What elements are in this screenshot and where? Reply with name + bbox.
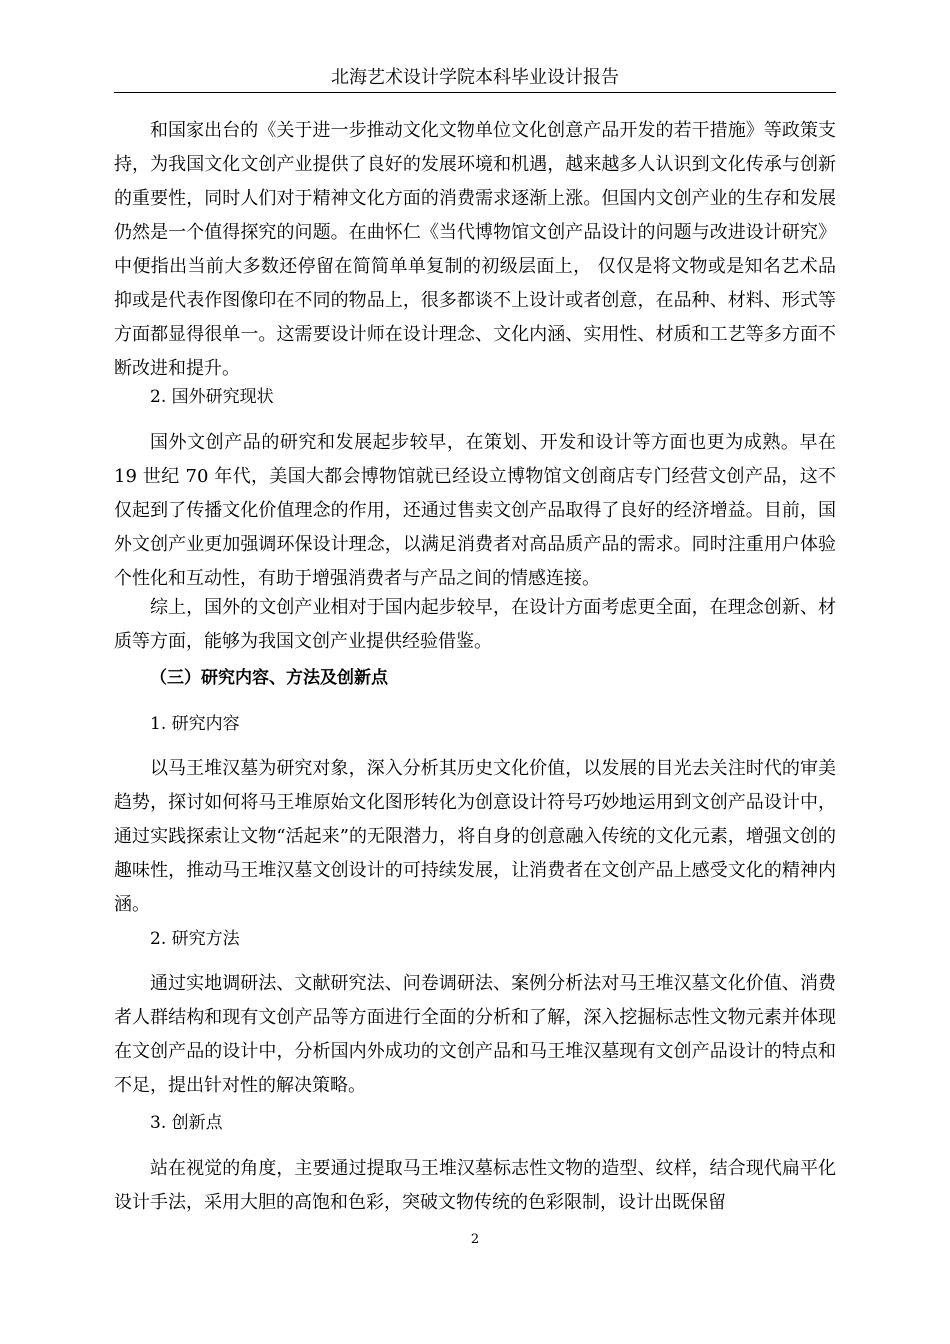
- paragraph-foreign-status: 国外文创产品的研究和发展起步较早，在策划、开发和设计等方面也更为成熟。早在 19 世纪 70 年代，美国大都会博物馆就已经设立博物馆文创商店专门经营文创产品，这不仅起到了传播文化价值理念的作用，还通过售卖文创产品取得了良好的经济增益。目前，国外文创产业更加强调环保设计理念，以满足消费者对高品质产品的需求。同时注重用户体验个性化和互动性，有助于增强消费者与产品之间的情感连接。: [114, 432, 836, 589]
- heading-research-method: 2. 研究方法: [150, 929, 240, 949]
- page-number: 2: [470, 1232, 480, 1247]
- paragraph-innovation: 站在视觉的角度，主要通过提取马王堆汉墓标志性文物的造型、纹样，结合现代扁平化设计手法，采用大胆的高饱和色彩，突破文物传统的色彩限制，设计出既保留: [114, 1158, 836, 1213]
- paragraph-summary: 综上，国外的文创产业相对于国内起步较早，在设计方面考虑更全面，在理念创新、材质等方面，能够为我国文创产业提供经验借鉴。: [114, 597, 836, 652]
- paragraph-research-method: 通过实地调研法、文献研究法、问卷调研法、案例分析法对马王堆汉墓文化价值、消费者人群结构和现有文创产品等方面进行全面的分析和了解，深入挖掘标志性文物元素并体现在文创产品的设计中，分析国内外成功的文创产品和马王堆汉墓现有文创产品设计的特点和不足，提出针对性的解决策略。: [114, 973, 836, 1096]
- heading-foreign-research-status: 2. 国外研究现状: [150, 387, 274, 407]
- header-divider: [114, 92, 836, 93]
- paragraph-research-content: 以马王堆汉墓为研究对象，深入分析其历史文化价值，以发展的目光去关注时代的审美趋势，探讨如何将马王堆原始文化图形转化为创意设计符号巧妙地运用到文创产品设计中，通过实践探索让文物“活起来”的无限潜力，将自身的创意融入传统的文化元素，增强文创的趣味性，推动马王堆汉墓文创设计的可持续发展，让消费者在文创产品上感受文化的精神内涵。: [114, 758, 836, 915]
- page-header-title: 北海艺术设计学院本科毕业设计报告: [331, 67, 619, 88]
- heading-research-content-methods-innovation: （三）研究内容、方法及创新点: [150, 668, 388, 688]
- heading-research-content: 1. 研究内容: [150, 714, 240, 734]
- paragraph-domestic-status: 和国家出台的《关于进一步推动文化文物单位文化创意产品开发的若干措施》等政策支持，为我国文化文创产业提供了良好的发展环境和机遇，越来越多人认识到文化传承与创新的重要性，同时人们对于精神文化方面的消费需求逐渐上涨。但国内文创产业的生存和发展仍然是一个值得探究的问题。在曲怀仁《当代博物馆文创产品设计的问题与改进设计研究》中便指出当前大多数还停留在简简单单复制的初级层面上， 仅仅是将文物或是知名艺术品抑或是代表作图像印在不同的物品上，很多都谈不上设计或者创意，在品种、材料、形式等方面都显得很单一。这需要设计师在设计理念、文化内涵、实用性、材质和工艺等多方面不断改进和提升。: [114, 120, 836, 379]
- heading-innovation: 3. 创新点: [150, 1113, 223, 1133]
